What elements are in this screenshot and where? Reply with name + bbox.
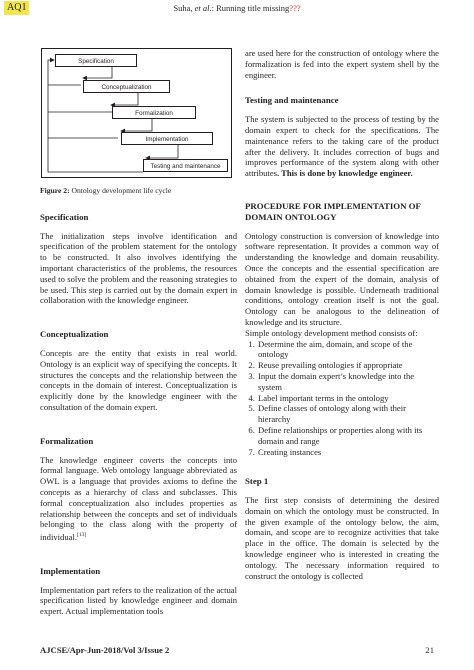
step-conceptualization: Conceptualization <box>83 80 170 93</box>
step-specification: Specification <box>55 54 137 67</box>
heading-step-1: Step 1 <box>245 476 269 487</box>
para-formalization <box>40 455 237 543</box>
figure-caption-label: Figure 2: <box>40 186 70 195</box>
para-testing-text-a: The system is subjected to the process of testing by the domain expert to check for the specifications. The maintenance refers to the taking care of the product after the delivery. It includes correction of bugs and improves performance of the system along with other attributes <box>245 114 439 179</box>
para-testing-text-b: . This is done by knowledge engineer. <box>276 168 413 179</box>
heading-implementation: Implementation <box>40 565 101 576</box>
footer-journal: AJCSE/Apr-Jun-2018/Vol 3/Issue 2 <box>40 645 170 655</box>
list-item: 2. Reuse prevailing ontologies if appropriate <box>257 360 439 371</box>
step-implementation: Implementation <box>121 132 213 145</box>
para-implementation-cont: are used here for the construction of ontology where the formalization is fed into the expert system shell by the engineer. <box>245 48 439 80</box>
figure-lifecycle <box>40 48 237 183</box>
running-head-et-al: et al <box>194 3 210 13</box>
step-testing-maintenance: Testing and maintenance <box>143 159 228 172</box>
running-head <box>0 3 474 14</box>
list-item: 1. Determine the aim, domain, and scope of the ontology <box>257 339 439 361</box>
para-formalization-text: The knowledge engineer coverts the concepts into formal language. Web ontology language abbreviated as OWL is a language that provides axioms to define the concepts as a hierarchy of class and subclasses. This formal conceptualization also includes properties as relationship between the concepts and set of individuals belonging to the class along with the property of individual. <box>40 454 237 542</box>
right-column <box>245 48 439 581</box>
figure-caption-text: Ontology development life cycle <box>69 186 172 195</box>
figure-caption <box>40 186 237 197</box>
heading-testing-maintenance: Testing and maintenance <box>245 95 339 106</box>
list-item: 4. Label important terms in the ontology <box>257 393 439 404</box>
list-intro: Simple ontology development method consists of: <box>245 327 418 338</box>
running-head-query-marks: ??? <box>289 3 301 13</box>
heading-formalization: Formalization <box>40 435 94 446</box>
list-item: 3. Input the domain expert’s knowledge into the system <box>257 371 439 393</box>
method-steps-list <box>245 339 439 458</box>
heading-specification: Specification <box>40 211 89 222</box>
heading-conceptualization: Conceptualization <box>40 329 109 340</box>
page-footer <box>40 645 434 655</box>
para-testing-maintenance <box>245 114 439 179</box>
para-step-1: The first step consists of determining the desired domain on which the ontology must be constructed. In the given example of the ontology below, the aim, domain, and scope are to recognize activities that take place in the office. The domain is selected by the knowledge engineer who is interested in creating the ontology. The necessary information required to construct the ontology is collected <box>245 495 439 581</box>
author-query-tag[interactable]: AQ1 <box>4 1 29 15</box>
page-number: 21 <box>425 645 434 655</box>
heading-procedure: PROCEDURE FOR IMPLEMENTATION OF DOMAIN ONTOLOGY <box>245 200 421 222</box>
para-implementation: Implementation part refers to the realization of the actual specification listed by knowledge engineer and domain expert. Actual implementation tools <box>40 584 237 617</box>
para-conceptualization: Concepts are the entity that exists in real world. Ontology is an explicit way of specifying the concepts. It structures the concepts and the relationship between the concepts in the domain of interest. Conceptualization is explicitly done by the knowledge engineer with the consultation of the domain expert. <box>40 347 237 412</box>
para-specification: The initialization steps involve identification and specification of the problem statement for the ontology to be constructed. It also involves identifying the important characteristics of the problems, the resources used to solve the problem and the reasoning strategies to be used. This step is carried out by the domain expert in collaboration with the knowledge engineer. <box>40 230 237 306</box>
step-formalization: Formalization <box>112 106 196 119</box>
list-item: 6. Define relationships or properties along with its domain and range <box>257 425 439 447</box>
citation-13[interactable]: [13] <box>77 532 87 539</box>
left-column <box>40 48 237 617</box>
running-head-prefix: Suha, <box>173 3 195 13</box>
para-procedure: Ontology construction is conversion of knowledge into software representation. It provides a common way of understanding the knowledge and domain reusability. Once the concepts and the essential specification are obtained from the expert of the domain, analysis of domain knowledge is possible. Underneath traditional conditions, ontology creation itself is not the goal. Ontology can be analogous to the delineation of knowledge and its structure. <box>245 230 439 327</box>
running-head-title: .: Running title missing <box>209 3 290 13</box>
list-item: 7. Creating instances <box>257 447 439 458</box>
list-item: 5. Define classes of ontology along with their hierarchy <box>257 403 439 425</box>
